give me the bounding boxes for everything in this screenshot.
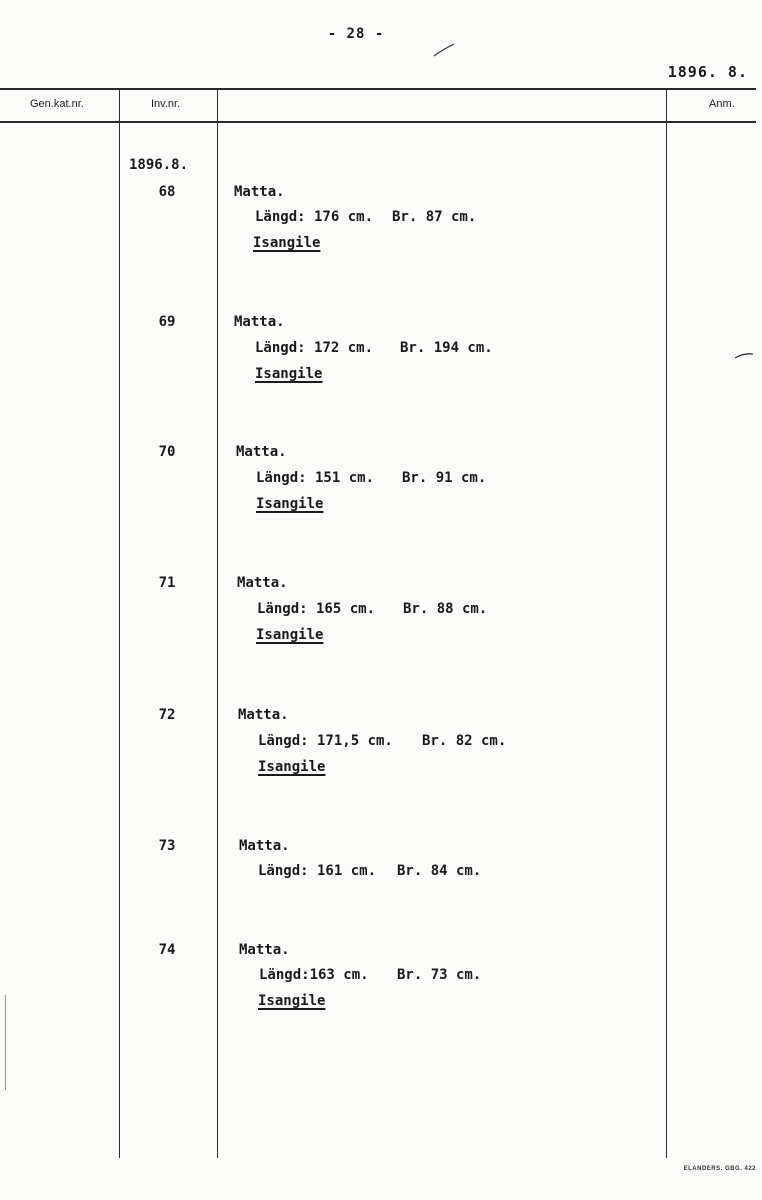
entry-length: Längd: 151 cm. [256,470,375,486]
entry-title: Matta. [234,184,285,200]
inv-number: 71 [158,575,176,591]
entry-place: Isangile [258,759,326,775]
entry-width: Br. 87 cm. [392,209,477,225]
entry-length: Längd: 172 cm. [255,340,374,356]
entry-length: Längd:163 cm. [259,967,369,983]
entry-title: Matta. [237,575,288,591]
page-number: - 28 - [327,26,385,42]
entry-width: Br. 73 cm. [397,967,482,983]
printer-footer: ELANDERS. GBG. 422 [683,1166,756,1172]
entry-place: Isangile [255,366,323,382]
entry-width: Br. 194 cm. [400,340,493,356]
entry-place: Isangile [256,627,324,643]
column-header-gen-kat-nr: Gen.kat.nr. [30,98,84,110]
entry-place: Isangile [253,235,321,251]
entry-width: Br. 91 cm. [402,470,487,486]
column-header-anm: Anm. [709,98,735,110]
inv-number: 68 [158,184,176,200]
entry-title: Matta. [239,942,290,958]
inv-number: 74 [158,942,176,958]
entry-title: Matta. [238,707,289,723]
column-header-inv-nr: Inv.nr. [151,98,181,110]
entry-title: Matta. [234,314,285,330]
column-divider-2 [217,90,218,1158]
pen-stroke-mark [432,42,456,58]
entry-width: Br. 82 cm. [422,733,507,749]
entry-length: Längd: 171,5 cm. [258,733,393,749]
column-divider-3 [666,90,667,1158]
left-margin-line [5,995,6,1090]
header-top-rule [0,88,756,90]
header-bottom-rule [0,121,756,123]
entry-title: Matta. [236,444,287,460]
page-reference: 1896. 8. [667,63,748,81]
inv-number: 72 [158,707,176,723]
entry-length: Längd: 161 cm. [258,863,377,879]
batch-label: 1896.8. [129,157,189,173]
entry-place: Isangile [256,496,324,512]
inv-number: 69 [158,314,176,330]
entry-title: Matta. [239,838,290,854]
entry-length: Längd: 176 cm. [255,209,374,225]
column-divider-1 [119,90,120,1158]
entry-width: Br. 88 cm. [403,601,488,617]
inv-number: 73 [158,838,176,854]
entry-length: Längd: 165 cm. [257,601,376,617]
margin-pen-mark [733,350,757,364]
inv-number: 70 [158,444,176,460]
entry-width: Br. 84 cm. [397,863,482,879]
entry-place: Isangile [258,993,326,1009]
